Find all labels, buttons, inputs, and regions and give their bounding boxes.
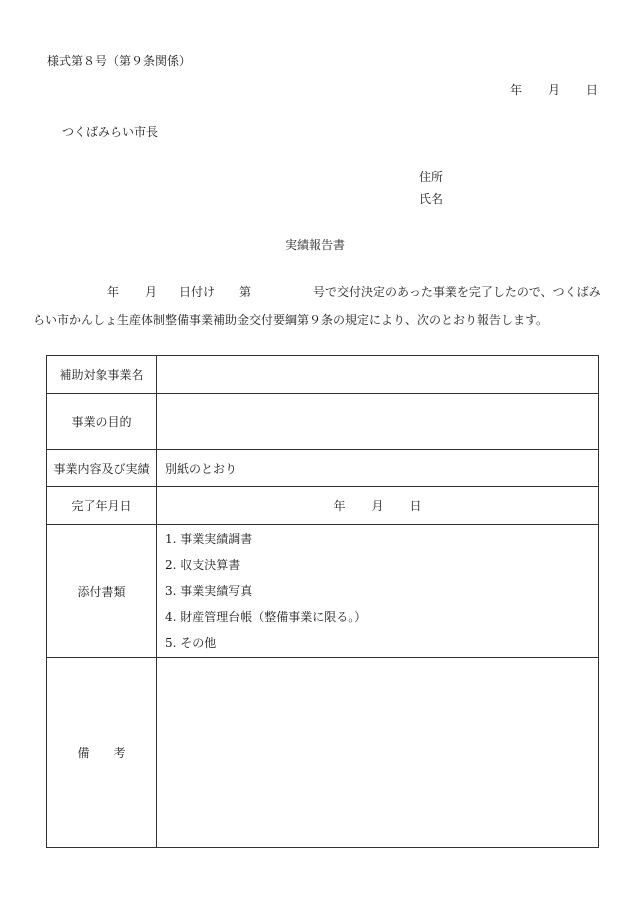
body-number-prefix: 第 <box>239 285 252 299</box>
row-attachments <box>47 525 599 658</box>
row-target-project <box>47 356 599 394</box>
address-label: 住所 <box>419 170 444 184</box>
body-text-line-2: らい市かんしょ生産体制整備事業補助金交付要綱第９条の規定により、次のとおり報告します。 <box>33 313 549 327</box>
attachment-item: 3. 事業実績写真 <box>165 584 253 598</box>
attachment-item: 4. 財産管理台帳（整備事業に限る。） <box>165 610 367 624</box>
body-text-line-1: 号で交付決定のあった事業を完了したので、つくばみ <box>313 285 601 299</box>
completion-date-label: 完了年月日 <box>47 487 157 525</box>
attachments-value <box>157 525 599 658</box>
attachments-list <box>165 526 590 656</box>
body-dated-label: 日付け <box>179 285 216 299</box>
form-number: 様式第８号（第９条関係） <box>47 54 192 68</box>
row-completion-date <box>47 487 599 525</box>
name-label: 氏名 <box>419 192 444 206</box>
completion-day-label: 日 <box>409 499 422 513</box>
date-day-label: 日 <box>585 83 598 97</box>
row-content <box>47 450 599 487</box>
attachment-item: 5. その他 <box>165 636 217 650</box>
row-remarks <box>47 658 599 848</box>
remarks-label: 備 考 <box>47 658 157 848</box>
body-month-label: 月 <box>145 285 158 299</box>
document-title: 実績報告書 <box>284 238 345 252</box>
date-month-label: 月 <box>547 83 560 97</box>
attachments-label: 添付書類 <box>47 525 157 658</box>
body-year-label: 年 <box>107 285 120 299</box>
purpose-value[interactable] <box>157 394 599 450</box>
target-project-label: 補助対象事業名 <box>47 356 157 394</box>
purpose-label: 事業の目的 <box>47 394 157 450</box>
target-project-value[interactable] <box>157 356 599 394</box>
remarks-value[interactable] <box>157 658 599 848</box>
completion-month-label: 月 <box>371 499 384 513</box>
content-label: 事業内容及び実績 <box>47 450 157 487</box>
date-year-label: 年 <box>509 83 522 97</box>
submission-date <box>510 81 598 98</box>
report-table <box>46 355 599 848</box>
content-value[interactable]: 別紙のとおり <box>157 450 599 487</box>
addressee: つくばみらい市長 <box>62 125 159 139</box>
attachment-item: 1. 事業実績調書 <box>165 532 253 546</box>
row-purpose <box>47 394 599 450</box>
completion-year-label: 年 <box>333 499 346 513</box>
attachment-item: 2. 収支決算書 <box>165 558 241 572</box>
completion-date-value[interactable] <box>157 487 599 525</box>
